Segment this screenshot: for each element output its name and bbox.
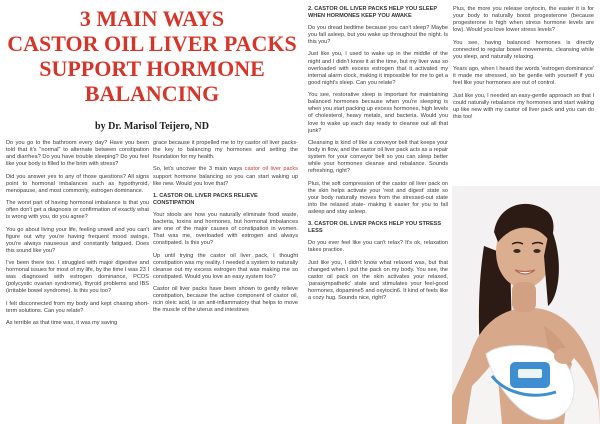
paragraph: Did you answer yes to any of those questions? All signs point to hormonal imbalances such as hypothyroid, menopause, and most commonly, estrogen dominance.	[6, 173, 149, 194]
paragraph: grace because it propelled me to try castor oil liver packs- the key to balancing my hormones and setting the foundation for my health.	[153, 140, 298, 161]
castor-oil-link[interactable]: castor oil liver packs	[244, 166, 298, 173]
title-line-1: 3 MAIN WAYS	[79, 6, 225, 31]
paragraph: You go about living your life, feeling unwell and you can't figure out why you're having frequent mood swings, you're always nauseous and constantly fatigued. Does this sound like you?	[6, 226, 149, 254]
neck	[512, 282, 536, 312]
section-heading-2: 2. CASTOR OIL LIVER PACKS HELP YOU SLEEP WHEN HORMONES KEEP YOU AWAKE	[308, 6, 437, 19]
text-run: support hormone balancing so you can start waking up like new. Would you love that?	[153, 173, 298, 187]
hand	[554, 348, 574, 364]
title-line-3: SUPPORT HORMONE	[39, 56, 265, 81]
paragraph: Just like you, I used to wake up in the middle of the night and I didn't know it at the time, but my liver was so overloaded with excess estrogen that it activated my internal alarm clock, making it impossible for me to get a good night's sleep. Can you relate?	[308, 51, 448, 86]
column-1	[6, 140, 149, 424]
paragraph	[153, 166, 298, 187]
paragraph: Just like you, I needed an easy-gentle approach so that I could naturally rebalance my hormones and start waking up like new with my castor oil liver pack and you can do this too!	[453, 92, 594, 120]
column-4	[453, 6, 594, 186]
column-3	[308, 6, 448, 424]
paragraph: I felt disconnected from my body and kept chasing short-term solutions. Can you relate?	[6, 300, 149, 314]
paragraph: Plus, the more you release oxytocin, the easier it is for your body to naturally boost progesterone (because progesterone is high when stress hormone levels are low). Would you love lower stress levels?	[453, 6, 594, 34]
paragraph: Do you ever feel like you can't relax? It's ok, relaxation takes practice.	[308, 240, 448, 254]
paragraph: I've been there too. I struggled with major digestive and hormonal issues for most of my life, by the time I was 23 I was diagnosed with estrogen dominance, PCOS (polycystic ovarian syndrome), thyroid problems and IBS (irritable bowel syndrome). Is this you too?	[6, 260, 149, 295]
paragraph: Just like you, I didn't know what relaxed was, but that changed when I put the pack on my body. You see, the castor oil pack on the skin activates your relaxed, 'parasympathetic' state and stimulates your feel-good hormones, dopamine5 and oxytocin6. It kind of feels like a cozy hug. Sounds nice, right?	[308, 259, 448, 302]
section-heading-1: 1. CASTOR OIL LIVER PACKS RELIEVE CONSTIPATION	[153, 192, 258, 206]
text-run: So, let's uncover the 3 main ways	[153, 166, 245, 173]
paragraph: Your stools are how you naturally eliminate food waste, bacteria, toxins and hormones, but hormonal imbalances are one of the major causes of constipation in women. That was me, overloaded with estrogen and always constipated. Is this you?	[153, 211, 298, 247]
paragraph: As terrible as that time was, it was my saving	[6, 320, 118, 327]
article-title	[6, 6, 298, 106]
title-line-2: CASTOR OIL LIVER PACKS	[7, 31, 297, 56]
title-line-4: BALANCING	[84, 81, 220, 106]
paragraph: You see, having balanced hormones is directly connected to regular bowel movements, cleansing while you sleep, and naturally relaxing.	[453, 39, 594, 60]
author-photo	[452, 186, 600, 424]
author-byline: by Dr. Marisol Teijero, ND	[95, 121, 209, 132]
pack-label	[518, 369, 542, 378]
woman-with-liver-pack-illustration	[452, 186, 600, 424]
paragraph: Cleansing is kind of like a conveyor belt that keeps your body in flow, and the castor oil liver pack acts as a repair system for your conveyor belt so you can sleep better while your hormones cleanse and rebalance. Sounds refreshing, right?	[308, 139, 448, 175]
paragraph: Do you dread bedtime because you can't sleep? Maybe you fall asleep, but you wake up throughout the night. Is this you?	[308, 25, 448, 46]
paragraph: Plus, the soft compression of the castor oil liver pack on the skin helps activate your 'rest and digest' state so your body naturally moves from the stressed-out state into the relaxed state- making it easier for you to fall asleep and stay asleep.	[308, 180, 448, 215]
paragraph: Castor oil liver packs have been shown to gently relieve constipation, because the active component of castor oil, ricin oleic acid, is an anti-inflammatory that helps to move the muscle of the uterus and intestines	[153, 286, 298, 314]
paragraph: You see, restorative sleep is important for maintaining balanced hormones because when you're sleeping is when you start packing up excess hormones, high levels of cholesterol, heavy metals, and bacteria. Would you love to wake up each day ready to cleanse out all that junk?	[308, 92, 448, 134]
section-heading-3: 3. CASTOR OIL LIVER PACKS HELP YOU STRESS LESS	[308, 221, 442, 235]
paragraph: Up until trying the castor oil liver pack, I thought constipation was my reality. I needed a system to naturally cleanse out my excess estrogen that was making me so constipated. Would you love an easy system too?	[153, 252, 298, 280]
column-2	[153, 140, 298, 424]
eye-left	[513, 249, 520, 253]
paragraph: Years ago, when I heard the words 'estrogen dominance' it made me stressed, so be gentle with yourself if you feel like your hormones are out of control.	[453, 66, 594, 87]
paragraph: Do you go to the bathroom every day? Have you been told that it's "normal" to alternate between constipation and diarrhea? Do you have trouble sleeping? Do you feel like your body is filled to the brim with stress?	[6, 140, 149, 168]
paragraph: The worst part of having hormonal imbalance is that you often don't get a diagnosis or confirmation of exactly what is wrong with you, do you agree?	[6, 200, 149, 221]
eye-right	[533, 249, 540, 253]
